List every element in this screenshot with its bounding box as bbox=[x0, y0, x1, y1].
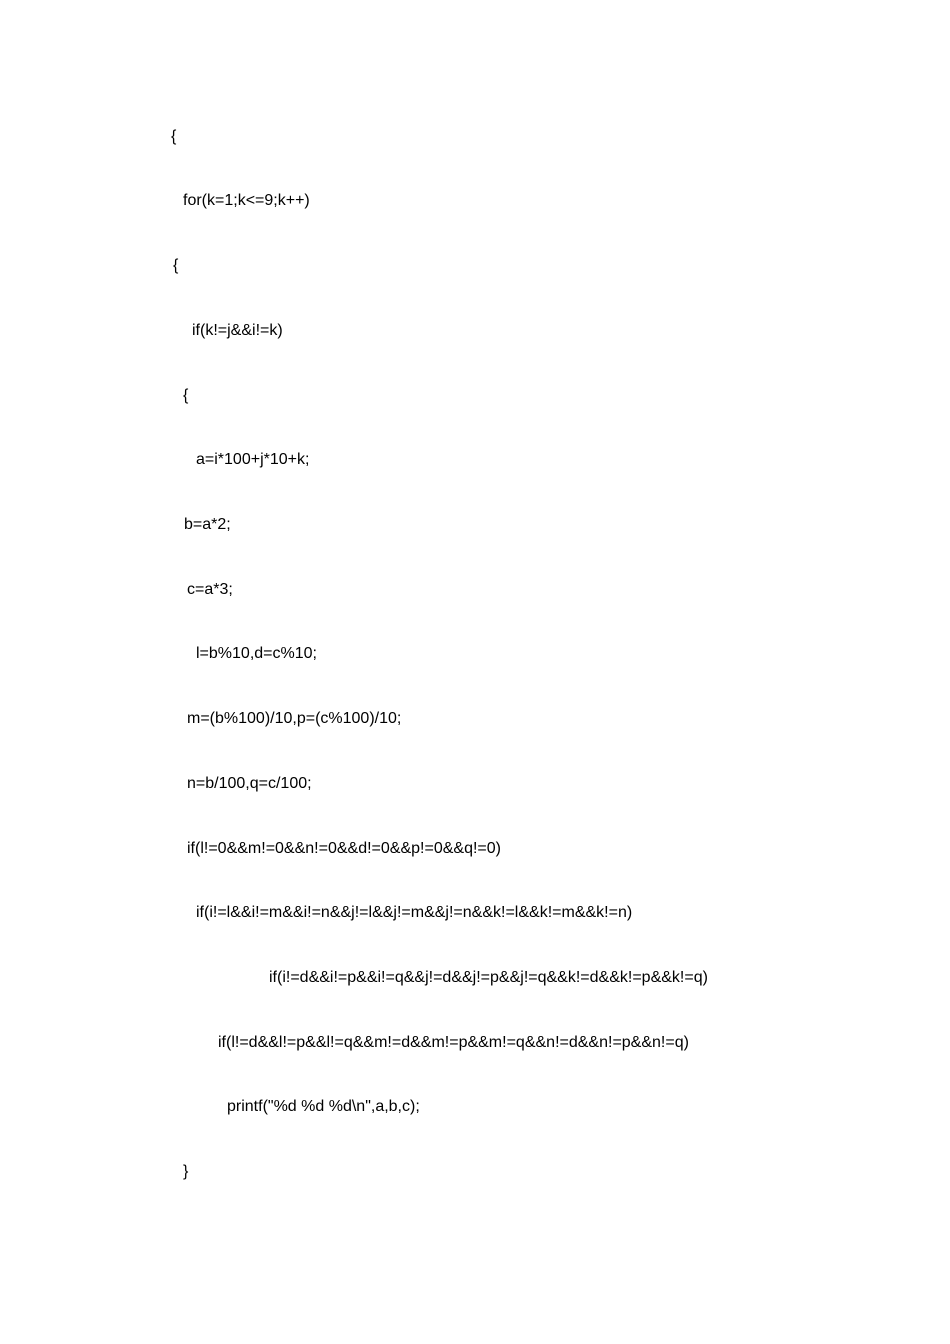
code-line: for(k=1;k<=9;k++) bbox=[183, 192, 310, 209]
code-line: if(l!=d&&l!=p&&l!=q&&m!=d&&m!=p&&m!=q&&n!=d&&n!=p&&n!=q) bbox=[218, 1034, 689, 1051]
code-line: { bbox=[171, 128, 177, 145]
code-line: } bbox=[183, 1163, 189, 1180]
code-line: if(i!=d&&i!=p&&i!=q&&j!=d&&j!=p&&j!=q&&k!=d&&k!=p&&k!=q) bbox=[269, 969, 708, 986]
code-line: n=b/100,q=c/100; bbox=[187, 775, 312, 792]
code-line: { bbox=[173, 257, 179, 274]
code-line: if(k!=j&&i!=k) bbox=[192, 322, 283, 339]
code-line: b=a*2; bbox=[184, 516, 231, 533]
code-line: c=a*3; bbox=[187, 581, 233, 598]
code-line: if(i!=l&&i!=m&&i!=n&&j!=l&&j!=m&&j!=n&&k!=l&&k!=m&&k!=n) bbox=[196, 904, 633, 921]
code-line: m=(b%100)/10,p=(c%100)/10; bbox=[187, 710, 402, 727]
code-line: printf("%d %d %d\n",a,b,c); bbox=[227, 1098, 420, 1115]
code-line: if(l!=0&&m!=0&&n!=0&&d!=0&&p!=0&&q!=0) bbox=[187, 840, 501, 857]
code-line: { bbox=[183, 387, 189, 404]
code-line: l=b%10,d=c%10; bbox=[196, 645, 317, 662]
code-line: a=i*100+j*10+k; bbox=[196, 451, 310, 468]
